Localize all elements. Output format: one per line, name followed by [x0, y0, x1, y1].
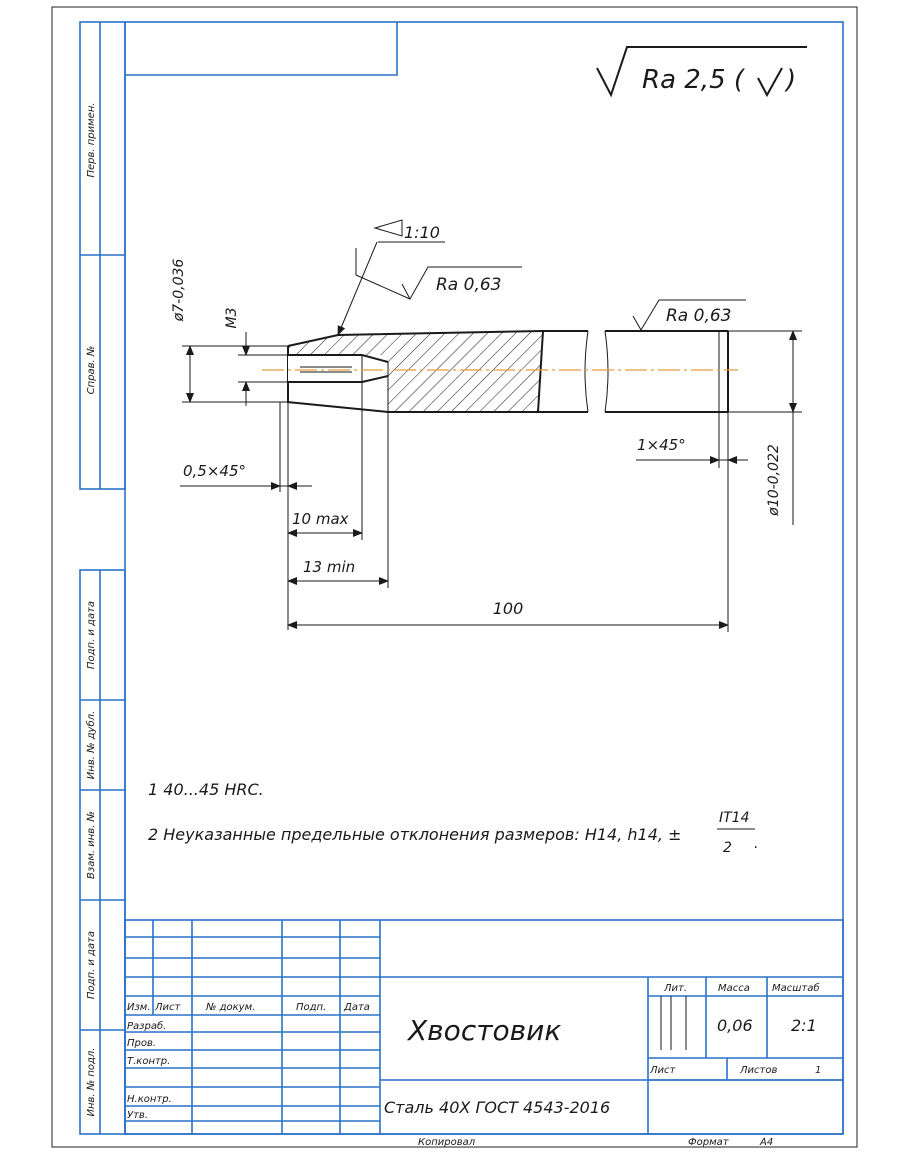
taper-roughness [356, 248, 522, 299]
dim-dia-left: ø7-0,036 [171, 258, 187, 322]
tb-row-tkontr: Т.контр. [127, 1056, 171, 1067]
dim-len-total: 100 [492, 599, 524, 618]
svg-text:): ) [786, 65, 797, 95]
note-1: 1 40...45 HRC. [148, 780, 264, 799]
tb-row-prov: Пров. [127, 1038, 157, 1049]
sheet-frame [52, 7, 857, 1147]
general-roughness-text: Ra 2,5 ( [642, 65, 745, 95]
part-geometry [262, 331, 738, 412]
material: Сталь 40Х ГОСТ 4543-2016 [384, 1098, 611, 1117]
tb-sheets-value: 1 [815, 1065, 822, 1076]
note-fraction-numerator: IT14 [719, 810, 750, 826]
shank-roughness-text: Ra 0,63 [666, 306, 732, 326]
side-label-inv-podl: Инв. № подл. [86, 1047, 97, 1117]
tb-scale-label: Масштаб [772, 983, 820, 994]
right-diameter-dims [728, 331, 802, 525]
tb-scale-value: 2:1 [791, 1016, 817, 1035]
drawing-border [125, 22, 843, 1134]
taper-label: 1:10 [404, 223, 440, 242]
tb-row-utv: Утв. [127, 1110, 148, 1121]
tb-row-razrab: Разраб. [127, 1021, 167, 1032]
taper-callout [338, 220, 445, 335]
side-label-perv-primen: Перв. примен. [86, 102, 97, 178]
footer-copied: Копировал [418, 1137, 476, 1148]
top-left-box [125, 22, 397, 75]
side-label-podp-data-2: Подп. и дата [86, 930, 97, 1000]
dim-len-13: 13 min [303, 558, 356, 576]
dim-chamfer-left: 0,5×45° [183, 462, 247, 480]
side-label-sprav-no: Справ. № [86, 345, 97, 395]
tb-row-nkontr: Н.контр. [127, 1094, 172, 1105]
note-2: 2 Неуказанные предельные отклонения размеров: H14, h14, ± [148, 825, 682, 844]
side-label-inv-dubl: Инв. № дубл. [86, 710, 97, 780]
tb-sheets-label: Листов [740, 1065, 778, 1076]
footer-format-label: Формат [688, 1137, 729, 1148]
dim-10-max [288, 382, 362, 630]
dim-dia-right: ø10-0,022 [766, 444, 782, 516]
footer-format-value: A4 [760, 1137, 774, 1148]
dim-len-10: 10 max [292, 510, 349, 528]
tb-header-list: Лист [155, 1002, 181, 1013]
tb-mass-value: 0,06 [717, 1016, 753, 1035]
tb-lit-label: Лит. [664, 983, 688, 994]
tb-sheet-label: Лист [650, 1065, 676, 1076]
note-fraction-denominator: 2 [723, 840, 732, 856]
taper-roughness-text: Ra 0,63 [436, 275, 502, 295]
side-label-vzam-inv: Взам. инв. № [86, 811, 97, 879]
part-name: Хвостовик [408, 1014, 562, 1047]
dim-chamfer-right: 1×45° [637, 436, 686, 454]
shank-roughness [633, 300, 746, 330]
thread-label: M3 [224, 307, 240, 329]
tb-header-podp: Подп. [296, 1002, 327, 1013]
svg-text:.: . [754, 836, 759, 852]
general-roughness-symbol [597, 47, 807, 95]
side-label-podp-data-1: Подп. и дата [86, 600, 97, 670]
tb-header-data: Дата [344, 1002, 370, 1013]
tb-mass-label: Масса [718, 983, 750, 994]
tb-header-dokum: № докум. [206, 1002, 256, 1013]
tb-header-izm: Изм. [127, 1002, 151, 1013]
left-diameter-dims [182, 332, 288, 406]
